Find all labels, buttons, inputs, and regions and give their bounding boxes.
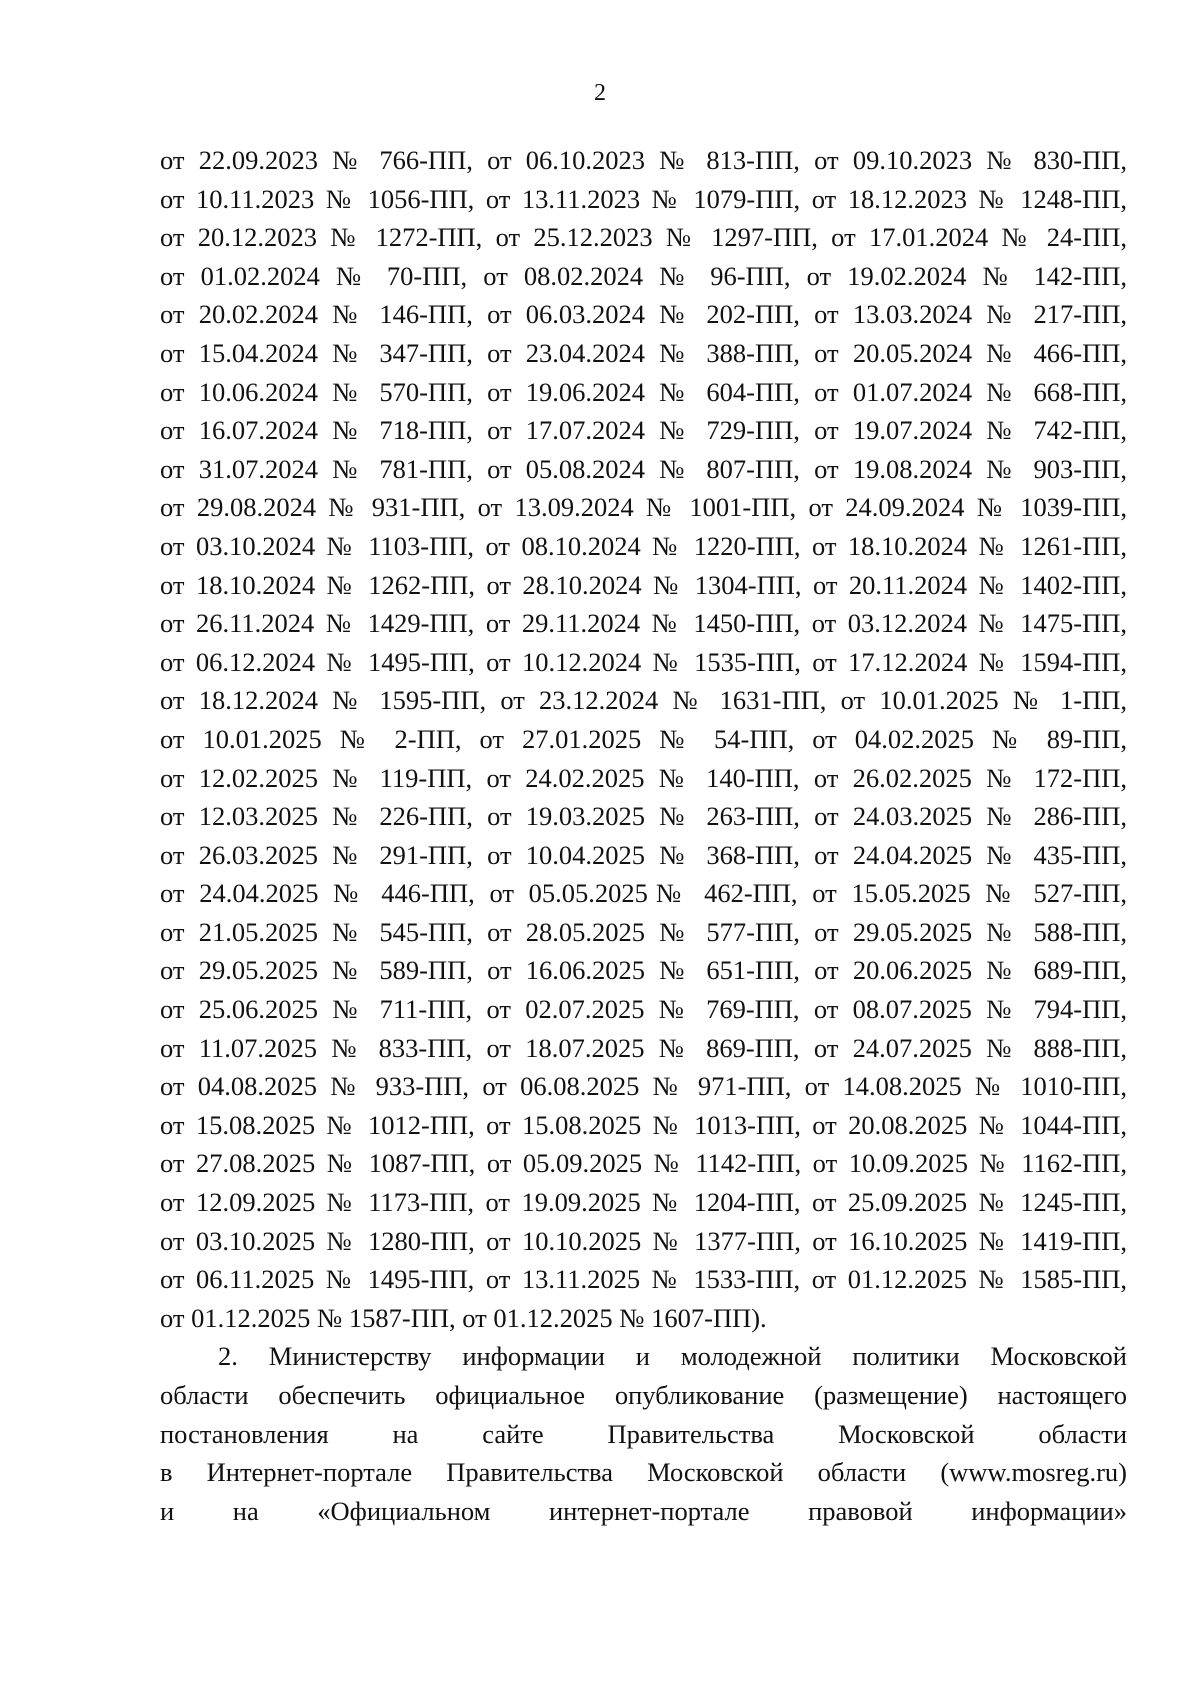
list-line: от 12.03.2025 № 226-ПП, от 19.03.2025 № 263-ПП, от 24.03.2025 № 286-ПП, xyxy=(160,801,1127,832)
paragraph-line: и на «Официальном интернет-портале правовой информации» xyxy=(160,1495,1127,1526)
list-line-last: от 01.12.2025 № 1587-ПП, от 01.12.2025 № 1607-ПП). xyxy=(160,1302,767,1333)
list-line: от 27.08.2025 № 1087-ПП, от 05.09.2025 № 1142-ПП, от 10.09.2025 № 1162-ПП, xyxy=(160,1148,1127,1179)
paragraph-line: 2. Министерству информации и молодежной политики Московской xyxy=(218,1341,1127,1372)
list-line: от 20.02.2024 № 146-ПП, от 06.03.2024 № 202-ПП, от 13.03.2024 № 217-ПП, xyxy=(160,299,1127,330)
list-line: от 18.12.2024 № 1595-ПП, от 23.12.2024 № 1631-ПП, от 10.01.2025 № 1-ПП, xyxy=(160,685,1127,716)
list-line: от 21.05.2025 № 545-ПП, от 28.05.2025 № 577-ПП, от 29.05.2025 № 588-ПП, xyxy=(160,916,1127,947)
list-line: от 10.01.2025 № 2-ПП, от 27.01.2025 № 54-ПП, от 04.02.2025 № 89-ПП, xyxy=(160,723,1127,754)
paragraph-line: постановления на сайте Правительства Московской области xyxy=(160,1418,1127,1449)
list-line: от 03.10.2024 № 1103-ПП, от 08.10.2024 № 1220-ПП, от 18.10.2024 № 1261-ПП, xyxy=(160,530,1127,561)
list-line: от 15.08.2025 № 1012-ПП, от 15.08.2025 № 1013-ПП, от 20.08.2025 № 1044-ПП, xyxy=(160,1109,1127,1140)
list-line: от 22.09.2023 № 766-ПП, от 06.10.2023 № 813-ПП, от 09.10.2023 № 830-ПП, xyxy=(160,145,1127,175)
paragraph-line: области обеспечить официальное опубликование (размещение) настоящего xyxy=(160,1380,1127,1410)
list-line: от 31.07.2024 № 781-ПП, от 05.08.2024 № 807-ПП, от 19.08.2024 № 903-ПП, xyxy=(160,453,1127,484)
list-line: от 10.11.2023 № 1056-ПП, от 13.11.2023 № 1079-ПП, от 18.12.2023 № 1248-ПП, xyxy=(160,183,1127,214)
resolution-list xyxy=(160,141,1127,1337)
list-line: от 11.07.2025 № 833-ПП, от 18.07.2025 № 869-ПП, от 24.07.2025 № 888-ПП, xyxy=(160,1032,1127,1063)
list-line: от 04.08.2025 № 933-ПП, от 06.08.2025 № 971-ПП, от 14.08.2025 № 1010-ПП, xyxy=(160,1071,1127,1102)
list-line: от 06.11.2025 № 1495-ПП, от 13.11.2025 № 1533-ПП, от 01.12.2025 № 1585-ПП, xyxy=(160,1264,1127,1295)
list-line: от 10.06.2024 № 570-ПП, от 19.06.2024 № 604-ПП, от 01.07.2024 № 668-ПП, xyxy=(160,376,1127,407)
list-line: от 20.12.2023 № 1272-ПП, от 25.12.2023 № 1297-ПП, от 17.01.2024 № 24-ПП, xyxy=(160,222,1127,253)
page-number: 2 xyxy=(594,80,606,106)
list-line: от 26.03.2025 № 291-ПП, от 10.04.2025 № 368-ПП, от 24.04.2025 № 435-ПП, xyxy=(160,839,1127,870)
list-line: от 18.10.2024 № 1262-ПП, от 28.10.2024 № 1304-ПП, от 20.11.2024 № 1402-ПП, xyxy=(160,569,1127,600)
list-line: от 16.07.2024 № 718-ПП, от 17.07.2024 № 729-ПП, от 19.07.2024 № 742-ПП, xyxy=(160,415,1127,446)
list-line: от 15.04.2024 № 347-ПП, от 23.04.2024 № 388-ПП, от 20.05.2024 № 466-ПП, xyxy=(160,337,1127,368)
list-line: от 25.06.2025 № 711-ПП, от 02.07.2025 № 769-ПП, от 08.07.2025 № 794-ПП, xyxy=(160,994,1127,1025)
list-line: от 24.04.2025 № 446-ПП, от 05.05.2025№ 462-ПП, от 15.05.2025 № 527-ПП, xyxy=(160,878,1127,909)
list-line: от 06.12.2024 № 1495-ПП, от 10.12.2024 № 1535-ПП, от 17.12.2024 № 1594-ПП, xyxy=(160,646,1127,677)
list-line: от 03.10.2025 № 1280-ПП, от 10.10.2025 № 1377-ПП, от 16.10.2025 № 1419-ПП, xyxy=(160,1225,1127,1256)
list-line: от 12.02.2025 № 119-ПП, от 24.02.2025 № 140-ПП, от 26.02.2025 № 172-ПП, xyxy=(160,762,1127,793)
list-line: от 29.08.2024 № 931-ПП, от 13.09.2024 № 1001-ПП, от 24.09.2024 № 1039-ПП, xyxy=(160,492,1127,523)
list-line: от 26.11.2024 № 1429-ПП, от 29.11.2024 № 1450-ПП, от 03.12.2024 № 1475-ПП, xyxy=(160,608,1127,639)
paragraph-line: в Интернет-портале Правительства Московской области (www.mosreg.ru) xyxy=(160,1457,1127,1488)
document-body xyxy=(160,141,1127,1530)
paragraph-2 xyxy=(160,1337,1127,1530)
list-line: от 12.09.2025 № 1173-ПП, от 19.09.2025 № 1204-ПП, от 25.09.2025 № 1245-ПП, xyxy=(160,1187,1127,1218)
list-line: от 01.02.2024 № 70-ПП, от 08.02.2024 № 96-ПП, от 19.02.2024 № 142-ПП, xyxy=(160,260,1127,291)
list-line: от 29.05.2025 № 589-ПП, от 16.06.2025 № 651-ПП, от 20.06.2025 № 689-ПП, xyxy=(160,955,1127,986)
